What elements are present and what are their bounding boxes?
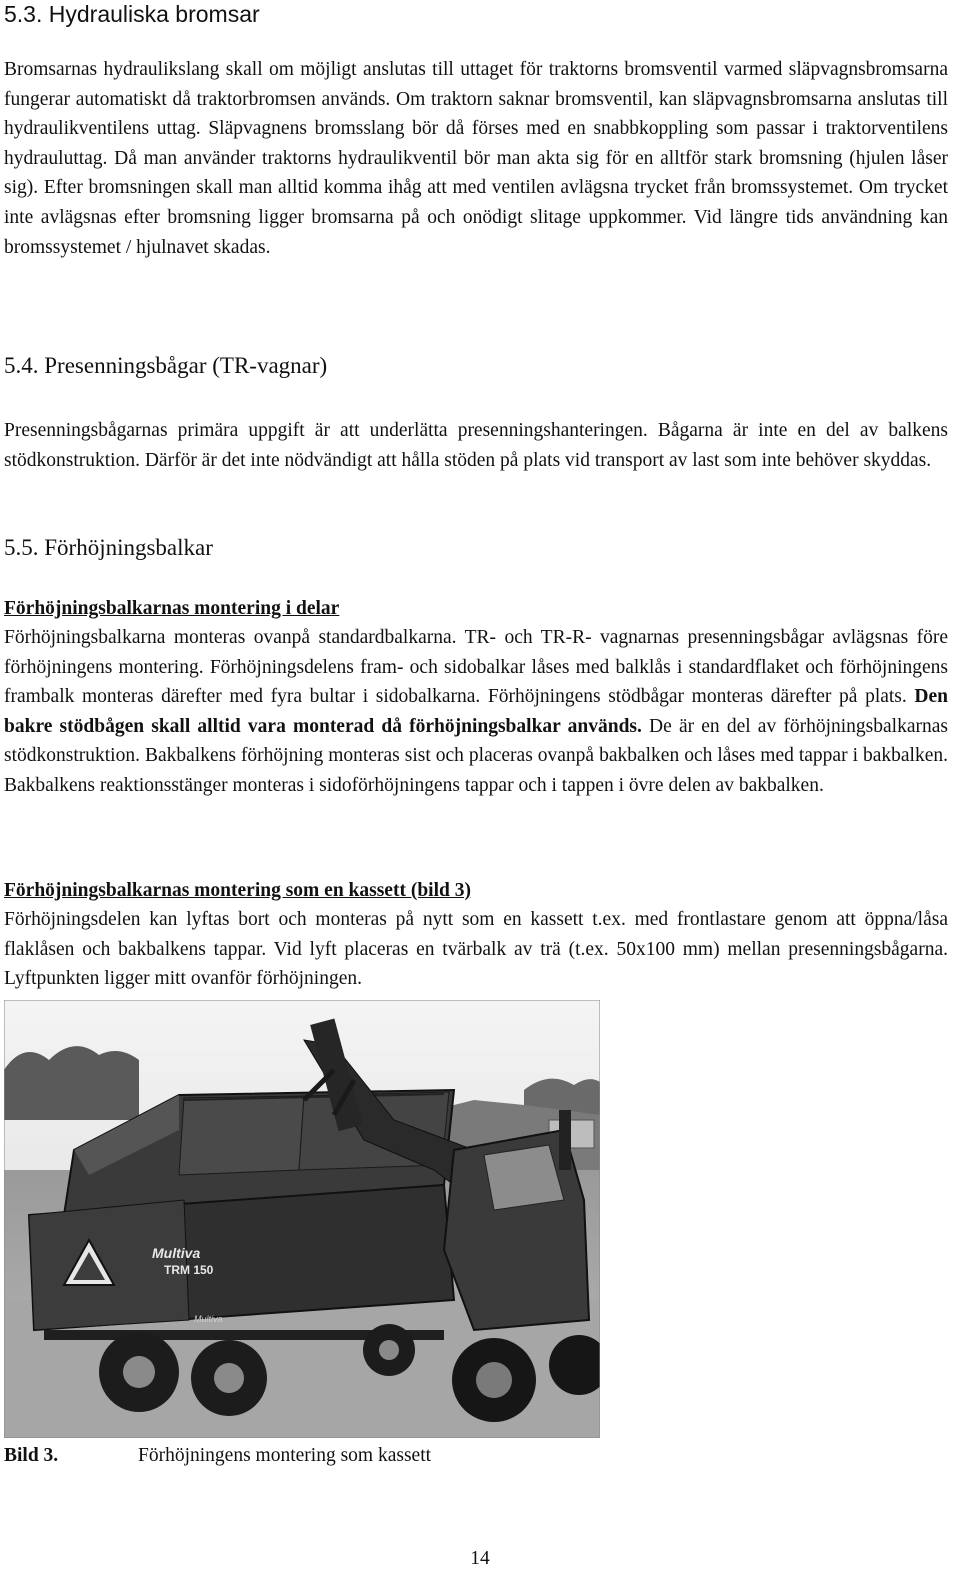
caption-text: Förhöjningens montering som kassett bbox=[138, 1445, 432, 1466]
section-heading-5-4: 5.4. Presenningsbågar (TR-vagnar) bbox=[4, 353, 328, 378]
page-number: 14 bbox=[470, 1548, 490, 1569]
subheading-mounting-in-parts: Förhöjningsbalkarnas montering i delar bbox=[4, 598, 340, 619]
figure-caption bbox=[4, 1442, 432, 1470]
paragraph-mounting-as-cassette: Förhöjningsdelen kan lyftas bort och monteras på nytt som en kassett t.ex. med frontlastare genom att öppna/låsa flaklåsen och bakbalkens tappar. Vid lyft placeras en tvärbalk av trä (t.ex. 50x100 mm) mellan presenningsbågarna. Lyftpunkten ligger mitt ovanför förhöjningen. bbox=[4, 909, 948, 990]
caption-label: Bild 3. bbox=[4, 1445, 59, 1466]
subheading-mounting-as-cassette: Förhöjningsbalkarnas montering som en kassett (bild 3) bbox=[4, 880, 471, 901]
trailer-model-label: TRM 150 bbox=[164, 1263, 214, 1277]
text-mounting-b: De är en del av förhöjningsbalkarnas stödkonstruktion. Bakbalkens förhöjning monteras sist och placeras ovanpå bakbalken och låses med tappar i bakbalken. Bakbalkens reaktionsstänger monteras i sidoförhöjningens tappar och i tappen i övre delen av bakbalken. bbox=[4, 715, 948, 796]
trailer-side-brand-label: Multiva bbox=[194, 1314, 223, 1324]
paragraph-hydraulic-brakes: Bromsarnas hydraulikslang skall om möjligt anslutas till uttaget för traktorns bromsventil varmed släpvagnsbromsarna fungerar automatiskt då traktorbromsen används. Om traktorn saknar bromsventil, kan släpvagnsbromsarna anslutas till hydraulikventilens uttag. Släpvagnens bromsslang bör då förses med en snabbkoppling som passar i traktorventilens hydrauluttag. Då man använder traktorns hydraulikventil bör man akta sig för en alltför stark bromsning (hjulen låser sig). Efter bromsningen skall man alltid komma ihåg att med ventilen avlägsna trycket från bromssystemet. Om trycket inte avlägsnas efter bromsning ligger bromsarna på och onödigt slitage uppkommer. Vid längre tids användning kan bromssystemet / hjulnavet skadas. bbox=[4, 59, 948, 258]
paragraph-tarpaulin-bows: Presenningsbågarnas primära uppgift är att underlätta presenningshanteringen. Bågarna är inte en del av balkens stödkonstruktion. Därför är det inte nödvändigt att hålla stöden på plats vid transport av last som inte behöver skyddas. bbox=[4, 420, 948, 471]
photo-trailer-with-tractor bbox=[4, 1000, 600, 1438]
text-mounting-a: Förhöjningsbalkarna monteras ovanpå standardbalkarna. TR- och TR-R- vagnarnas presenningsbågar avlägsnas före förhöjningens montering. Förhöjningsdelens fram- och sidobalkar låses med balklås i standardflaket och förhöjningens frambalk monteras därefter med fyra bultar i sidobalkarna. Förhöjningens stödbågar monteras därefter på plats. bbox=[4, 627, 948, 708]
text-mounting-warning: Den bakre stödbågen skall alltid vara monterad då förhöjningsbalkar används. bbox=[4, 686, 948, 737]
trailer-brand-label: Multiva bbox=[152, 1245, 201, 1261]
section-heading-5-5: 5.5. Förhöjningsbalkar bbox=[4, 535, 213, 560]
section-heading-5-3: 5.3. Hydrauliska bromsar bbox=[4, 1, 260, 27]
paragraph-mounting-in-parts bbox=[4, 623, 948, 801]
